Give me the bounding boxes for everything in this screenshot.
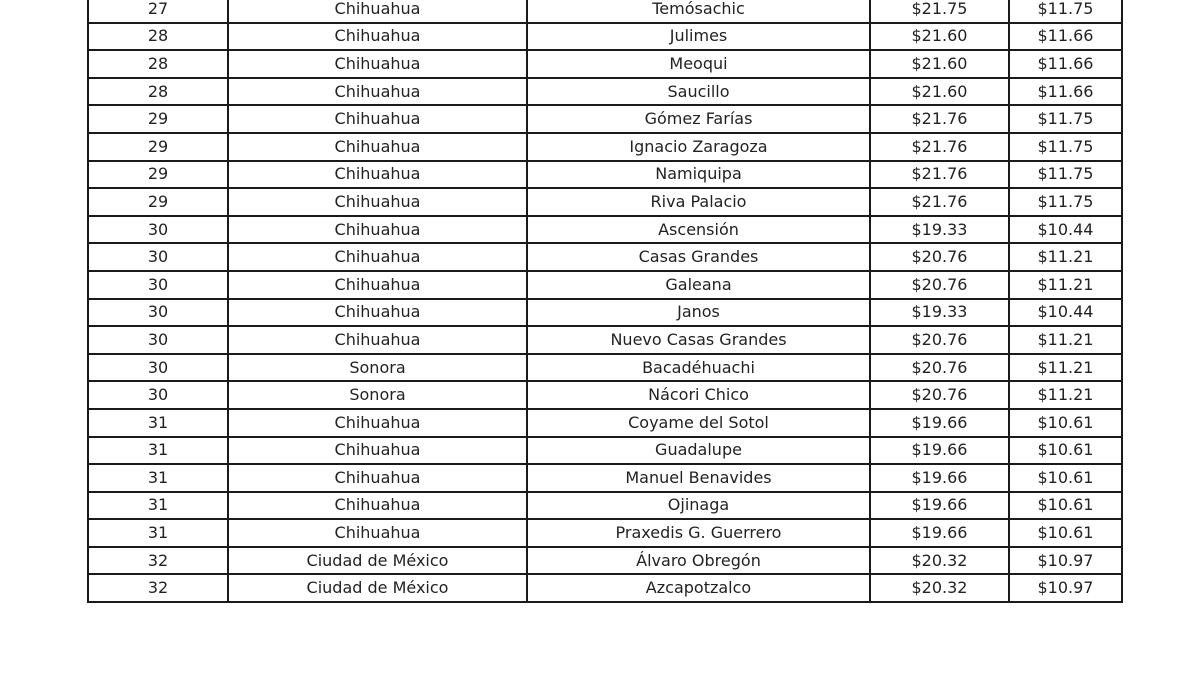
state-cell: Chihuahua xyxy=(228,78,527,106)
price-a-cell: $19.33 xyxy=(870,299,1009,327)
municipality-cell: Coyame del Sotol xyxy=(527,409,870,437)
price-a-cell: $19.66 xyxy=(870,519,1009,547)
region-cell: 30 xyxy=(88,381,228,409)
municipality-cell: Ojinaga xyxy=(527,492,870,520)
region-cell: 28 xyxy=(88,78,228,106)
price-a-cell: $19.33 xyxy=(870,216,1009,244)
price-b-cell: $11.21 xyxy=(1009,381,1122,409)
region-cell: 30 xyxy=(88,354,228,382)
region-cell: 32 xyxy=(88,574,228,602)
price-b-cell: $11.75 xyxy=(1009,105,1122,133)
price-a-cell: $21.76 xyxy=(870,133,1009,161)
region-cell: 30 xyxy=(88,326,228,354)
region-cell: 29 xyxy=(88,188,228,216)
municipality-cell: Namiquipa xyxy=(527,161,870,189)
table-row xyxy=(88,78,1122,106)
price-b-cell: $11.75 xyxy=(1009,133,1122,161)
region-cell: 29 xyxy=(88,161,228,189)
municipality-cell: Manuel Benavides xyxy=(527,464,870,492)
price-a-cell: $19.66 xyxy=(870,492,1009,520)
price-b-cell: $11.21 xyxy=(1009,243,1122,271)
state-cell: Chihuahua xyxy=(228,492,527,520)
table-row xyxy=(88,243,1122,271)
price-b-cell: $10.44 xyxy=(1009,299,1122,327)
price-b-cell: $11.21 xyxy=(1009,354,1122,382)
municipality-cell: Álvaro Obregón xyxy=(527,547,870,575)
table-row xyxy=(88,519,1122,547)
price-b-cell: $10.61 xyxy=(1009,519,1122,547)
price-b-cell: $10.61 xyxy=(1009,437,1122,465)
price-b-cell: $10.44 xyxy=(1009,216,1122,244)
table-row xyxy=(88,133,1122,161)
table-body xyxy=(88,0,1122,602)
region-cell: 30 xyxy=(88,299,228,327)
state-cell: Chihuahua xyxy=(228,0,527,23)
state-cell: Chihuahua xyxy=(228,23,527,51)
municipality-cell: Azcapotzalco xyxy=(527,574,870,602)
table-row xyxy=(88,271,1122,299)
region-cell: 30 xyxy=(88,271,228,299)
municipality-cell: Praxedis G. Guerrero xyxy=(527,519,870,547)
price-a-cell: $20.76 xyxy=(870,271,1009,299)
municipality-cell: Ignacio Zaragoza xyxy=(527,133,870,161)
region-cell: 27 xyxy=(88,0,228,23)
table-row xyxy=(88,161,1122,189)
municipality-cell: Riva Palacio xyxy=(527,188,870,216)
state-cell: Chihuahua xyxy=(228,243,527,271)
municipality-cell: Bacadéhuachi xyxy=(527,354,870,382)
municipality-cell: Casas Grandes xyxy=(527,243,870,271)
state-cell: Chihuahua xyxy=(228,188,527,216)
table-row xyxy=(88,299,1122,327)
price-a-cell: $21.60 xyxy=(870,78,1009,106)
state-cell: Sonora xyxy=(228,354,527,382)
state-cell: Chihuahua xyxy=(228,271,527,299)
region-cell: 30 xyxy=(88,243,228,271)
price-a-cell: $20.76 xyxy=(870,381,1009,409)
municipality-cell: Janos xyxy=(527,299,870,327)
price-a-cell: $21.75 xyxy=(870,0,1009,23)
state-cell: Chihuahua xyxy=(228,299,527,327)
municipality-cell: Meoqui xyxy=(527,50,870,78)
region-cell: 31 xyxy=(88,492,228,520)
table-row xyxy=(88,464,1122,492)
table-row xyxy=(88,326,1122,354)
state-cell: Chihuahua xyxy=(228,409,527,437)
state-cell: Chihuahua xyxy=(228,326,527,354)
price-a-cell: $20.76 xyxy=(870,243,1009,271)
region-cell: 29 xyxy=(88,105,228,133)
price-a-cell: $19.66 xyxy=(870,464,1009,492)
price-b-cell: $11.21 xyxy=(1009,326,1122,354)
price-table xyxy=(87,0,1123,603)
state-cell: Chihuahua xyxy=(228,519,527,547)
price-a-cell: $21.60 xyxy=(870,23,1009,51)
state-cell: Ciudad de México xyxy=(228,547,527,575)
price-a-cell: $20.32 xyxy=(870,574,1009,602)
region-cell: 31 xyxy=(88,519,228,547)
table-row xyxy=(88,547,1122,575)
region-cell: 28 xyxy=(88,23,228,51)
table-row xyxy=(88,409,1122,437)
table-row xyxy=(88,574,1122,602)
price-a-cell: $20.76 xyxy=(870,354,1009,382)
region-cell: 28 xyxy=(88,50,228,78)
price-a-cell: $21.76 xyxy=(870,105,1009,133)
price-a-cell: $19.66 xyxy=(870,437,1009,465)
region-cell: 29 xyxy=(88,133,228,161)
region-cell: 32 xyxy=(88,547,228,575)
price-b-cell: $11.21 xyxy=(1009,271,1122,299)
municipality-cell: Guadalupe xyxy=(527,437,870,465)
municipality-cell: Temósachic xyxy=(527,0,870,23)
table-row xyxy=(88,354,1122,382)
table-row xyxy=(88,492,1122,520)
region-cell: 31 xyxy=(88,437,228,465)
price-b-cell: $10.61 xyxy=(1009,492,1122,520)
price-a-cell: $21.76 xyxy=(870,161,1009,189)
table-row xyxy=(88,437,1122,465)
price-b-cell: $11.75 xyxy=(1009,0,1122,23)
price-a-cell: $20.76 xyxy=(870,326,1009,354)
state-cell: Chihuahua xyxy=(228,105,527,133)
region-cell: 31 xyxy=(88,464,228,492)
table-row xyxy=(88,0,1122,23)
state-cell: Ciudad de México xyxy=(228,574,527,602)
municipality-cell: Ascensión xyxy=(527,216,870,244)
region-cell: 30 xyxy=(88,216,228,244)
price-b-cell: $10.97 xyxy=(1009,574,1122,602)
price-b-cell: $11.75 xyxy=(1009,161,1122,189)
table-row xyxy=(88,188,1122,216)
table-row xyxy=(88,23,1122,51)
state-cell: Chihuahua xyxy=(228,216,527,244)
table-row xyxy=(88,381,1122,409)
table-row xyxy=(88,105,1122,133)
table-row xyxy=(88,216,1122,244)
region-cell: 31 xyxy=(88,409,228,437)
municipality-cell: Gómez Farías xyxy=(527,105,870,133)
state-cell: Chihuahua xyxy=(228,161,527,189)
municipality-cell: Nácori Chico xyxy=(527,381,870,409)
municipality-cell: Galeana xyxy=(527,271,870,299)
price-b-cell: $10.61 xyxy=(1009,409,1122,437)
municipality-cell: Nuevo Casas Grandes xyxy=(527,326,870,354)
price-b-cell: $11.66 xyxy=(1009,23,1122,51)
price-b-cell: $11.75 xyxy=(1009,188,1122,216)
state-cell: Sonora xyxy=(228,381,527,409)
state-cell: Chihuahua xyxy=(228,50,527,78)
price-b-cell: $10.61 xyxy=(1009,464,1122,492)
price-a-cell: $21.60 xyxy=(870,50,1009,78)
price-b-cell: $11.66 xyxy=(1009,50,1122,78)
state-cell: Chihuahua xyxy=(228,133,527,161)
price-a-cell: $21.76 xyxy=(870,188,1009,216)
price-a-cell: $19.66 xyxy=(870,409,1009,437)
table-row xyxy=(88,50,1122,78)
price-b-cell: $10.97 xyxy=(1009,547,1122,575)
state-cell: Chihuahua xyxy=(228,464,527,492)
state-cell: Chihuahua xyxy=(228,437,527,465)
price-b-cell: $11.66 xyxy=(1009,78,1122,106)
municipality-cell: Saucillo xyxy=(527,78,870,106)
price-a-cell: $20.32 xyxy=(870,547,1009,575)
municipality-cell: Julimes xyxy=(527,23,870,51)
